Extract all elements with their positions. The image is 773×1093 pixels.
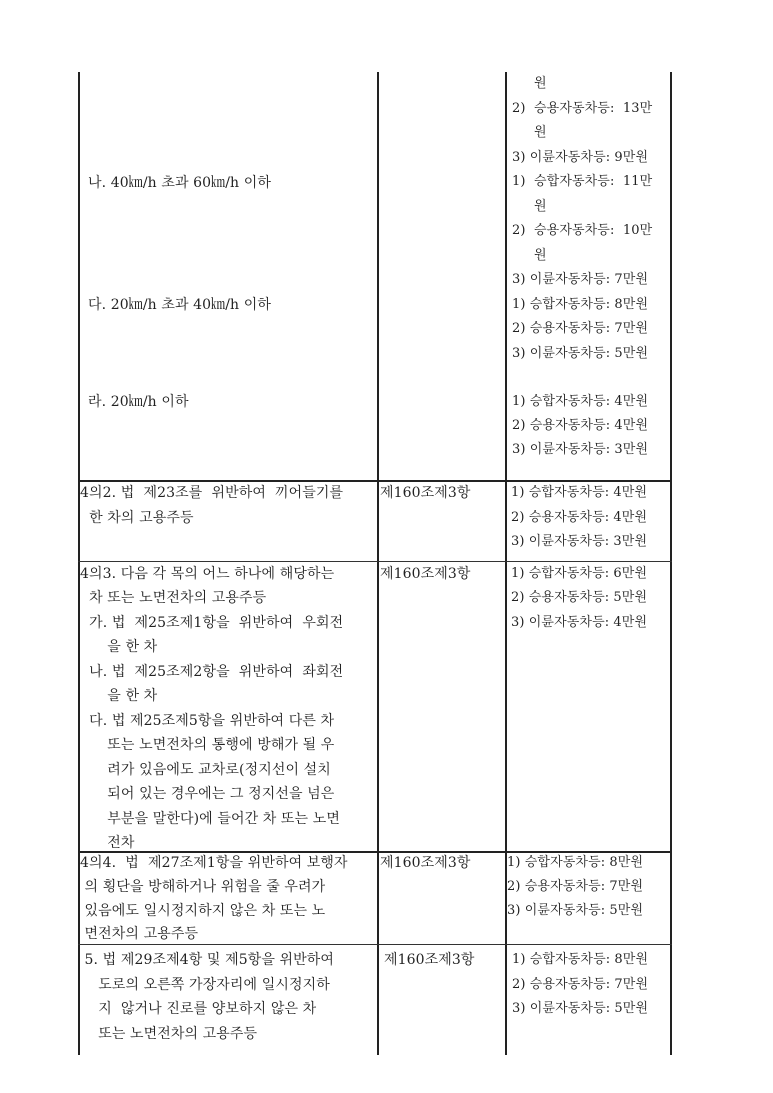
row-content-line: 4의3. 다음 각 목의 어느 하나에 해당하는: [80, 566, 335, 582]
row-content-line: 나. 법 제25조제2항을 위반하여 좌회전: [80, 664, 344, 680]
fine-line: 3) 이륜자동차등: 3만원: [511, 534, 648, 549]
row-content-line: 도로의 오른쪽 가장자리에 일시정지하: [80, 977, 330, 993]
fine-line: 1) 승합자동차등: 8만원: [512, 952, 649, 967]
fine-line: 2) 승용자동차등: 5만원: [511, 590, 648, 605]
row-article: 제160조제3항: [380, 566, 471, 582]
row-content-line: 되어 있는 경우에는 그 정지선을 넘은: [80, 786, 335, 802]
fine-line: 2) 승용자동차등: 7만원: [512, 977, 649, 992]
row-content-line: 을 한 차: [80, 688, 158, 704]
row-content-line: 전차: [80, 835, 135, 851]
row-content-line: 차 또는 노면전차의 고용주등: [80, 590, 267, 606]
sub-item: 라. 20㎞/h 이하: [88, 394, 189, 410]
row-content-line: 5. 법 제29조제4항 및 제5항을 위반하여: [80, 952, 334, 968]
fine-line: 3) 이륜자동차등: 3만원: [512, 442, 649, 457]
fine-line: 3) 이륜자동차등: 9만원: [512, 150, 649, 165]
row-content-line: 4의4. 법 제27조제1항을 위반하여 보행자: [80, 855, 348, 871]
fine-line: 1) 승합자동차등: 11만: [512, 174, 653, 189]
row-content-line: 부분을 말한다)에 들어간 차 또는 노면: [80, 811, 340, 827]
sub-item: 나. 40㎞/h 초과 60㎞/h 이하: [88, 175, 271, 191]
fine-line: 원: [534, 125, 547, 140]
fine-line: 2) 승용자동차등: 7만원: [507, 879, 644, 894]
row-content-line: 또는 노면전차의 고용주등: [80, 1026, 258, 1042]
fine-line: 3) 이륜자동차등: 4만원: [511, 615, 648, 630]
fine-line: 1) 승합자동차등: 4만원: [512, 394, 649, 409]
fine-line: 1) 승합자동차등: 8만원: [507, 855, 644, 870]
fine-line: 3) 이륜자동차등: 7만원: [512, 272, 649, 287]
fine-line: 3) 이륜자동차등: 5만원: [512, 346, 649, 361]
fine-line: 1) 승합자동차등: 6만원: [511, 566, 648, 581]
fine-line: 2) 승용자동차등: 7만원: [512, 321, 649, 336]
row-article: 제160조제3항: [384, 952, 475, 968]
row-content-line: 의 횡단을 방해하거나 위험을 줄 우려가: [80, 879, 326, 895]
row-content-line: 려가 있음에도 교차로(정지선이 설치: [80, 762, 331, 778]
row-content-line: 한 차의 고용주등: [80, 510, 194, 526]
fine-line: 원: [534, 199, 547, 214]
row-content-line: 또는 노면전차의 통행에 방해가 될 우: [80, 737, 335, 753]
row-article: 제160조제3항: [380, 855, 471, 871]
row-content-line: 면전차의 고용주등: [80, 926, 199, 942]
fine-line: 1) 승합자동차등: 8만원: [512, 297, 649, 312]
fine-line: 2) 승용자동차등: 13만: [512, 101, 653, 116]
row-content-line: 가. 법 제25조제1항을 위반하여 우회전: [80, 615, 344, 631]
sub-item: 다. 20㎞/h 초과 40㎞/h 이하: [88, 297, 271, 313]
fine-line: 3) 이륜자동차등: 5만원: [512, 1001, 649, 1016]
row-content-line: 다. 법 제25조제5항을 위반하여 다른 차: [80, 713, 335, 729]
row-content-line: 4의2. 법 제23조를 위반하여 끼어들기를: [80, 485, 344, 501]
row-content-line: 지 않거나 진로를 양보하지 않은 차: [80, 1001, 317, 1017]
fine-line: 3) 이륜자동차등: 5만원: [507, 903, 644, 918]
fine-line: 2) 승용자동차등: 4만원: [512, 418, 649, 433]
row-content-line: 을 한 차: [80, 639, 158, 655]
fine-line: 원: [534, 248, 547, 263]
row-article: 제160조제3항: [380, 485, 471, 501]
fine-line: 원: [534, 76, 547, 91]
table-right-border: [670, 72, 672, 1055]
table-col-divider-1: [377, 72, 379, 1055]
fine-line: 1) 승합자동차등: 4만원: [511, 485, 648, 500]
fine-line: 2) 승용자동차등: 4만원: [511, 510, 648, 525]
row-content-line: 있음에도 일시정지하지 않은 차 또는 노: [80, 903, 326, 919]
fine-line: 2) 승용자동차등: 10만: [512, 223, 653, 238]
